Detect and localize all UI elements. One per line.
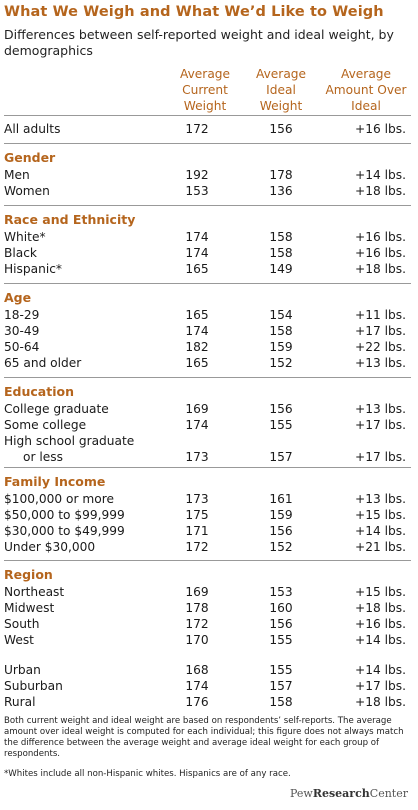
current-weight-value: 174 bbox=[185, 230, 209, 244]
table-row bbox=[0, 401, 418, 417]
amount-over-value: +14 lbs. bbox=[355, 524, 406, 538]
current-weight-value: 165 bbox=[185, 262, 209, 276]
table-row bbox=[0, 229, 418, 245]
notes-text: Both current weight and ideal weight are based on respondents’ self-reports. The average amount over ideal weight is computed for each individual; this figure does not always match the difference between the average weight and average ideal weight for each group of respondents. bbox=[4, 716, 404, 759]
divider bbox=[4, 467, 411, 468]
row-label: Women bbox=[4, 184, 50, 198]
ideal-weight-value: 161 bbox=[269, 492, 293, 506]
divider bbox=[4, 143, 411, 144]
amount-over-value: +14 lbs. bbox=[355, 168, 406, 182]
table-row bbox=[0, 616, 418, 632]
row-label: High school graduate bbox=[4, 434, 135, 448]
table-row bbox=[0, 507, 418, 523]
ideal-weight-value: 178 bbox=[269, 168, 293, 182]
amount-over-value: +17 lbs. bbox=[355, 324, 406, 338]
ideal-weight-value: 154 bbox=[269, 308, 293, 322]
footnote: *Whites include all non-Hispanic whites. Hispanics are of any race. bbox=[4, 769, 291, 779]
row-label: Northeast bbox=[4, 585, 65, 599]
current-weight-value: 169 bbox=[185, 585, 209, 599]
row-label: Rural bbox=[4, 695, 36, 709]
divider bbox=[4, 205, 411, 206]
amount-over-value: +18 lbs. bbox=[355, 262, 406, 276]
table-row bbox=[0, 491, 418, 507]
ideal-weight-value: 157 bbox=[269, 679, 293, 693]
pew-logo bbox=[290, 787, 408, 800]
amount-over-value: +17 lbs. bbox=[355, 450, 406, 464]
ideal-weight-value: 155 bbox=[269, 663, 293, 677]
column-header-line: Weight bbox=[259, 99, 303, 113]
table-row bbox=[0, 245, 418, 261]
row-label: Black bbox=[4, 246, 37, 260]
column-header-line: Ideal bbox=[266, 83, 296, 97]
row-label: Some college bbox=[4, 418, 87, 432]
current-weight-value: 178 bbox=[185, 601, 209, 615]
logo-part: Center bbox=[369, 787, 408, 800]
current-weight-value: 176 bbox=[185, 695, 209, 709]
current-weight-value: 174 bbox=[185, 418, 209, 432]
current-weight-value: 172 bbox=[185, 617, 209, 631]
row-label: Men bbox=[4, 168, 30, 182]
ideal-weight-value: 156 bbox=[269, 402, 293, 416]
amount-over-value: +16 lbs. bbox=[355, 617, 406, 631]
column-header-line: Average bbox=[179, 67, 231, 81]
ideal-weight-value: 152 bbox=[269, 540, 293, 554]
current-weight-value: 174 bbox=[185, 324, 209, 338]
section-header: Race and Ethnicity bbox=[4, 212, 136, 227]
ideal-weight-value: 160 bbox=[269, 601, 293, 615]
amount-over-value: +18 lbs. bbox=[355, 601, 406, 615]
amount-over-value: +11 lbs. bbox=[355, 308, 406, 322]
divider bbox=[4, 283, 411, 284]
current-weight-value: 192 bbox=[185, 168, 209, 182]
current-weight-value: 172 bbox=[185, 540, 209, 554]
table-row bbox=[0, 323, 418, 339]
current-weight-value: 168 bbox=[185, 663, 209, 677]
amount-over-value: +15 lbs. bbox=[355, 508, 406, 522]
section-header: Gender bbox=[4, 150, 56, 165]
table-row bbox=[0, 523, 418, 539]
ideal-weight-value: 152 bbox=[269, 356, 293, 370]
ideal-weight-value: 156 bbox=[269, 524, 293, 538]
column-header-line: Ideal bbox=[351, 99, 381, 113]
ideal-weight-value: 158 bbox=[269, 695, 293, 709]
row-label: All adults bbox=[4, 122, 61, 136]
amount-over-value: +14 lbs. bbox=[355, 663, 406, 677]
table-row bbox=[0, 694, 418, 710]
current-weight-value: 174 bbox=[185, 246, 209, 260]
current-weight-value: 153 bbox=[185, 184, 209, 198]
amount-over-value: +16 lbs. bbox=[355, 122, 406, 136]
current-weight-value: 171 bbox=[185, 524, 209, 538]
row-label: College graduate bbox=[4, 402, 109, 416]
current-weight-value: 169 bbox=[185, 402, 209, 416]
ideal-weight-value: 158 bbox=[269, 230, 293, 244]
current-weight-value: 173 bbox=[185, 492, 209, 506]
page-title: What We Weigh and What We’d Like to Weigh bbox=[4, 4, 384, 20]
table-row bbox=[0, 355, 418, 371]
ideal-weight-value: 156 bbox=[269, 122, 293, 136]
current-weight-value: 182 bbox=[185, 340, 209, 354]
ideal-weight-value: 159 bbox=[269, 508, 293, 522]
row-label: South bbox=[4, 617, 40, 631]
section-header: Age bbox=[4, 290, 32, 305]
ideal-weight-value: 149 bbox=[269, 262, 293, 276]
row-label: Midwest bbox=[4, 601, 55, 615]
row-label: $100,000 or more bbox=[4, 492, 114, 506]
amount-over-value: +13 lbs. bbox=[355, 492, 406, 506]
row-label: 18-29 bbox=[4, 308, 40, 322]
row-label: 65 and older bbox=[4, 356, 82, 370]
row-label: Suburban bbox=[4, 679, 63, 693]
column-header-line: Amount Over bbox=[325, 83, 407, 97]
amount-over-value: +18 lbs. bbox=[355, 184, 406, 198]
amount-over-value: +21 lbs. bbox=[355, 540, 406, 554]
amount-over-value: +13 lbs. bbox=[355, 356, 406, 370]
row-label: Under $30,000 bbox=[4, 540, 96, 554]
current-weight-value: 172 bbox=[185, 122, 209, 136]
table-row bbox=[0, 600, 418, 616]
table-row bbox=[0, 183, 418, 199]
table-row bbox=[0, 662, 418, 678]
amount-over-value: +15 lbs. bbox=[355, 585, 406, 599]
table-row bbox=[0, 167, 418, 183]
table-row bbox=[0, 678, 418, 694]
table-row bbox=[0, 261, 418, 277]
table-row bbox=[0, 433, 418, 464]
divider bbox=[4, 377, 411, 378]
table-row bbox=[0, 584, 418, 600]
section-header: Education bbox=[4, 384, 74, 399]
amount-over-value: +13 lbs. bbox=[355, 402, 406, 416]
logo-part: Research bbox=[312, 787, 370, 800]
amount-over-value: +17 lbs. bbox=[355, 679, 406, 693]
current-weight-value: 173 bbox=[185, 450, 209, 464]
column-header-line: Current bbox=[182, 83, 228, 97]
table-row bbox=[0, 539, 418, 555]
table-row bbox=[0, 121, 418, 137]
divider bbox=[4, 560, 411, 561]
amount-over-value: +16 lbs. bbox=[355, 246, 406, 260]
notes bbox=[4, 716, 408, 760]
divider bbox=[4, 115, 411, 116]
column-header-line: Average bbox=[255, 67, 307, 81]
column-header-current bbox=[170, 66, 240, 114]
amount-over-value: +18 lbs. bbox=[355, 695, 406, 709]
ideal-weight-value: 155 bbox=[269, 418, 293, 432]
table-row bbox=[0, 339, 418, 355]
row-label: White* bbox=[4, 230, 46, 244]
column-header-line: Average bbox=[340, 67, 392, 81]
current-weight-value: 165 bbox=[185, 356, 209, 370]
ideal-weight-value: 157 bbox=[269, 450, 293, 464]
amount-over-value: +16 lbs. bbox=[355, 230, 406, 244]
ideal-weight-value: 155 bbox=[269, 633, 293, 647]
logo-part: Pew bbox=[290, 787, 313, 800]
section-header: Family Income bbox=[4, 474, 106, 489]
column-header-line: Weight bbox=[183, 99, 227, 113]
row-label: $30,000 to $49,999 bbox=[4, 524, 125, 538]
ideal-weight-value: 158 bbox=[269, 246, 293, 260]
section-header: Region bbox=[4, 567, 53, 582]
current-weight-value: 170 bbox=[185, 633, 209, 647]
amount-over-value: +14 lbs. bbox=[355, 633, 406, 647]
ideal-weight-value: 158 bbox=[269, 324, 293, 338]
row-label: $50,000 to $99,999 bbox=[4, 508, 125, 522]
ideal-weight-value: 153 bbox=[269, 585, 293, 599]
row-label: 50-64 bbox=[4, 340, 40, 354]
row-label: 30-49 bbox=[4, 324, 40, 338]
current-weight-value: 174 bbox=[185, 679, 209, 693]
column-header-over bbox=[318, 66, 414, 114]
ideal-weight-value: 159 bbox=[269, 340, 293, 354]
current-weight-value: 175 bbox=[185, 508, 209, 522]
column-header-ideal bbox=[246, 66, 316, 114]
row-label: or less bbox=[23, 450, 63, 464]
table-row bbox=[0, 417, 418, 433]
row-label: West bbox=[4, 633, 34, 647]
row-label: Hispanic* bbox=[4, 262, 63, 276]
table-row bbox=[0, 307, 418, 323]
current-weight-value: 165 bbox=[185, 308, 209, 322]
row-label: Urban bbox=[4, 663, 41, 677]
page-subtitle: Differences between self-reported weight and ideal weight, by demographics bbox=[4, 27, 394, 58]
table-row bbox=[0, 632, 418, 648]
amount-over-value: +22 lbs. bbox=[355, 340, 406, 354]
ideal-weight-value: 136 bbox=[269, 184, 293, 198]
amount-over-value: +17 lbs. bbox=[355, 418, 406, 432]
ideal-weight-value: 156 bbox=[269, 617, 293, 631]
